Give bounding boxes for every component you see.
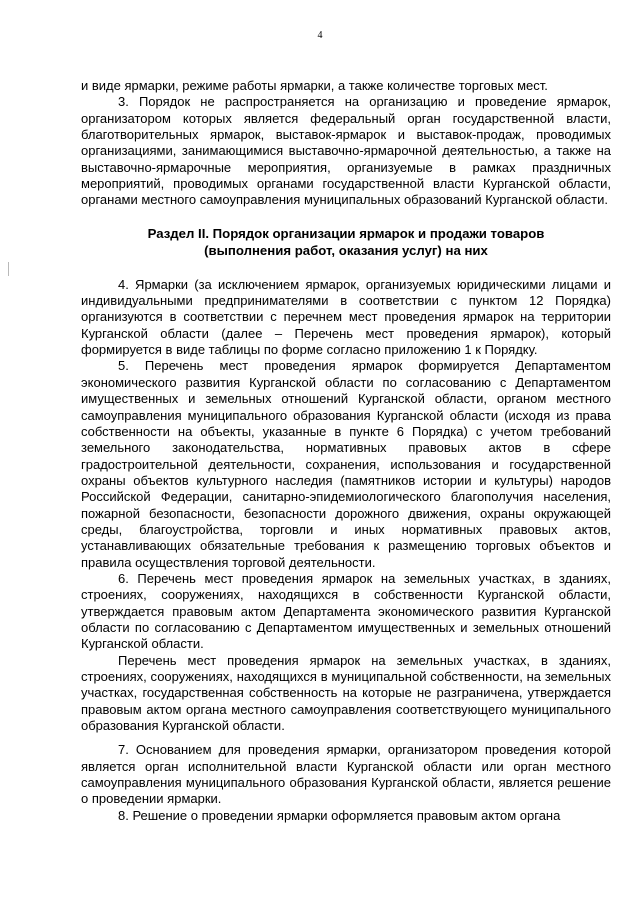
paragraph-4: 4. Ярмарки (за исключением ярмарок, организуемых юридическими лицами и индивидуальными предпринимателями в соответствии с пунктом 12 Порядка) организуются в соответствии с перечнем мест проведения ярмарок на территории Курганской области (далее – Перечень мест проведения ярмарок), который формируется в виде таблицы по форме согласно приложению 1 к Порядку. — [81, 276, 611, 358]
paragraph-7: 7. Основанием для проведения ярмарки, организатором проведения которой является орган исполнительной власти Курганской области или орган местного самоуправления муниципального образования Курганской области, является решение о проведении ярмарки. — [81, 742, 611, 807]
section-heading-line-2: (выполнения работ, оказания услуг) на них — [204, 242, 488, 258]
section-heading-line-1: Раздел II. Порядок организации ярмарок и продажи товаров — [147, 225, 545, 241]
paragraph-3: 3. Порядок не распространяется на организацию и проведение ярмарок, организатором которых является федеральный орган государственной власти, благотворительных ярмарок, выставок-ярмарок и выставок-продаж, проводимых организациями, занимающимися выставочно-ярмарочной деятельностью, а также на выставочно-ярмарочные мероприятия, организуемые в рамках праздничных мероприятий, проводимых органами государственной власти Курганской области, органами местного самоуправления муниципальных образований Курганской области. — [81, 94, 611, 208]
paragraph-8: 8. Решение о проведении ярмарки оформляется правовым актом органа — [118, 807, 561, 823]
section-heading — [81, 225, 611, 259]
paragraph-5: 5. Перечень мест проведения ярмарок формируется Департаментом экономического развития Курганской области по согласованию с Департаментом имущественных и земельных отношений Курганской области, органом местного самоуправления муниципального образования Курганской области (исходя из права собственности на объекты, указанные в пункте 6 Порядка) с учетом требований земельного законодательства, нормативных правовых актов в сфере градостроительной деятельности, сохранения, использования и государственной охраны объектов культурного наследия (памятников истории и культуры) народов Российской Федерации, санитарно-эпидемиологического благополучия населения, пожарной безопасности, безопасности дорожного движения, охраны окружающей среды, благоустройства, торговли и иных нормативных правовых актов, устанавливающих обязательные требования к размещению торговых объектов и правила осуществления торговой деятельности. — [81, 358, 611, 570]
paragraph-continuation: и виде ярмарки, режиме работы ярмарки, а также количестве торговых мест. — [81, 78, 548, 93]
paragraph-6: 6. Перечень мест проведения ярмарок на земельных участках, в зданиях, строениях, сооружениях, находящихся в собственности Курганской области, утверждается правовым актом Департамента экономического развития Курганской области по согласованию с Департаментом имущественных и земельных отношений Курганской области. — [81, 570, 611, 652]
page-number: 4 — [317, 30, 323, 41]
margin-mark — [8, 262, 9, 276]
document-body — [81, 78, 611, 824]
paragraph-6-continued: Перечень мест проведения ярмарок на земельных участках, в зданиях, строениях, сооружениях, находящихся в муниципальной собственности, на земельных участках, государственная собственность на которые не разграничена, утверждается правовым актом органа местного самоуправления соответствующего муниципального образования Курганской области. — [81, 652, 611, 734]
